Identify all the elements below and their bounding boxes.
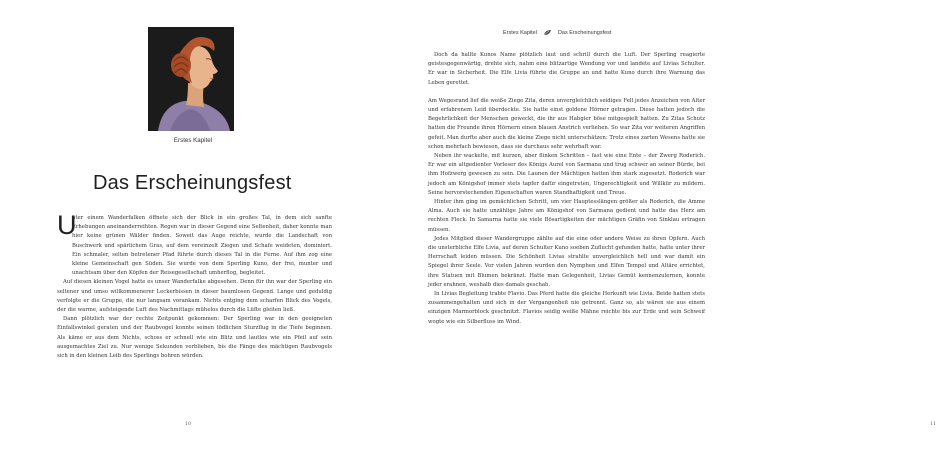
running-header [503,29,611,36]
paragraph: Hinter ihm ging im gemächlichen Schritt, um vier Hauptesslängen größer als Roderich, die Amme Alma. Auch sie hatte unzählige Jahre am Königshof von Sarmana gedient und hatte das Herz am rechten Fleck. In Samarna hatte sie viele Bösartigkeiten der mächtigen Gräfin von Sinklau ertragen müssen. [428,199,705,233]
header-chapter: Erstes Kapitel [503,29,537,36]
paragraph: Doch da hallte Kunos Name plötzlich laut und schrill durch die Luft. Der Sperling reagierte geistesgegenwärtig, drehte sich, nahm eine blitzartige Wendung vor und landete auf Livias Schulter. Er war in Sicherheit. Die Elfe Livia führte die Gruppe an und hatte Kuno durch ihre Warnung das Leben gerettet. [428,52,705,86]
paragraph: Am Wegesrand lief die weiße Ziege Zita, deren unvergleichlich seidiges Fell jedes Anzeichen von Alter und erfahrenem Leid überdeckte. Sie hatte einst goldene Hörner getragen. Diese hatten jedoch die Begehrlichkeit der Menschen geweckt, die ihr aus Habgier böse mitgespielt hatten. Zu Zitas Schutz hatten die Freunde ihren Hörnern einen blauen Anstrich verliehen. So war Zita vor weiteren Angriffen gefeit. Man durfte aber auch die kleine Ziege nicht unterschätzen: Trotz eines zarten Wesens hatte sie schon mehrfach bewiesen, dass sie durchaus sehr wehrhaft war. [428,97,705,150]
renaissance-portrait-illustration [148,27,234,131]
chapter-title: Das Erscheinungsfest [93,172,292,194]
section-break [428,88,705,97]
left-page-body [57,210,332,361]
leaf-ornament-icon [543,29,552,36]
paragraph: Neben ihr wackelte, mit kurzen, aber flinken Schritten – fast wie eine Ente – der Zwerg Roderich. Er war ein altgedienter Vorleser des Königs Aurel von Sarmana und trug schwer an seiner Bürde, bei ihm Hofzwerg gewesen zu sein. Die Launen der Mächtigen hatten ihm stark zugesetzt. Roderich war jedoch am Königshof immer stets tapfer dafür eingetreten, Ungerechtigkeit und Willkür zu mildern. Seine hervorstechenden Eigenschaften waren Standhaftigkeit und Treue. [428,153,705,196]
paragraph: Jedes Mitglied dieser Wandergruppe zählte auf die eine oder andere Weise zu ihren Opfern. Auch die unsterbliche Elfe Livia, auf deren Schulter Kuno soeben Zuflucht gefunden hatte, hatte unter ihrer Herrschaft leiden müssen. Die Schönheit Livias strahlte unvergleichlich hell und war damit ein Spiegel ihrer Seele. Vor vielen Jahren wurden den Nymphen und Elfen Tempel und Altäre errichtet, ihre Statuen mit Blumen bekränzt. Hatte man Gelegenheit, Livias Gemüt kennenzulernen, konnte jeder erahnen, weshalb dies damals geschah. [428,235,705,288]
paragraph: nter einem Wanderfalken öffnete sich der Blick in ein großes Tal, in dem sich sanfte Erhebungen aneinanderreihten. Regen war in dieser Gegend eine Seltenheit, daher konnte man hier keine grünen Wälder finden. Soweit das Auge reichte, wurde die Landschaft von Buschwerk und spärlichem Gras, auf dem vereinzelt Ziegen und Schafe weideten, dominiert. Ein schmaler, selten betretener Pfad führte durch dieses Tal in die Ferne. Auf ihm zog eine kleine Gemeinschaft gen Süden. Sie wurde von dem Sperling Kuno, der frei, munter und unachtsam über den Köpfen der Reisegesellschaft umherflog, begleitet. [72,215,332,277]
paragraph: Dann plötzlich war der rechte Zeitpunkt gekommen: Der Sperling war in den geeigneten Einfallswinkel geraten und der Raubvogel konnte seinen tödlichen Sturzflug in die Tiefe beginnen. Als käme er aus dem Nichts, schoss er schnell wie ein Blitz und lautlos wie ein Pfeil auf sein ausgemachtes Ziel zu. Nur wenige Sekunden verblieben, bis die Fänge des mächtigen Raubvogels sich in den kleinen Leib des Sperlings bohren würden. [57,316,332,360]
page-number: 10 [185,422,192,427]
portrait-image [148,27,234,131]
right-page-body [428,51,705,327]
image-caption: Erstes Kapitel [173,137,213,144]
right-page [375,0,936,452]
header-title: Das Erscheinungsfest [557,29,612,36]
left-page [0,0,375,452]
drop-cap: U [57,210,77,240]
paragraph: Auf diesen kleinen Vogel hatte es unser Wanderfalke abgesehen. Denn für ihn war der Sperling ein seltener und umso willkommenerer Leckerbissen in dieser baumlosen Gegend. Lange und geduldig verfolgte er die Gruppe, die nur langsam vorankam. Nichts entging dem scharfen Blick des Vogels, der die warme, aufsteigende Luft des Nachmittags mühelos durch die Lüfte gleiten ließ. [57,279,332,314]
paragraph: In Livias Begleitung trabte Flavio. Das Pferd hatte die gleiche Herkunft wie Livia. Beide hatten stets zusammengehalten und sich in der Vergangenheit nie getrennt. Ganz so, als wären sie aus einem einzigen Marmorblock geschnitzt. Flavios seidig weiße Mähne reichte bis zur Erde und sein Schweif wogte wie ein Silberfluss im Wind. [428,291,705,325]
page-number: 11 [930,422,936,427]
